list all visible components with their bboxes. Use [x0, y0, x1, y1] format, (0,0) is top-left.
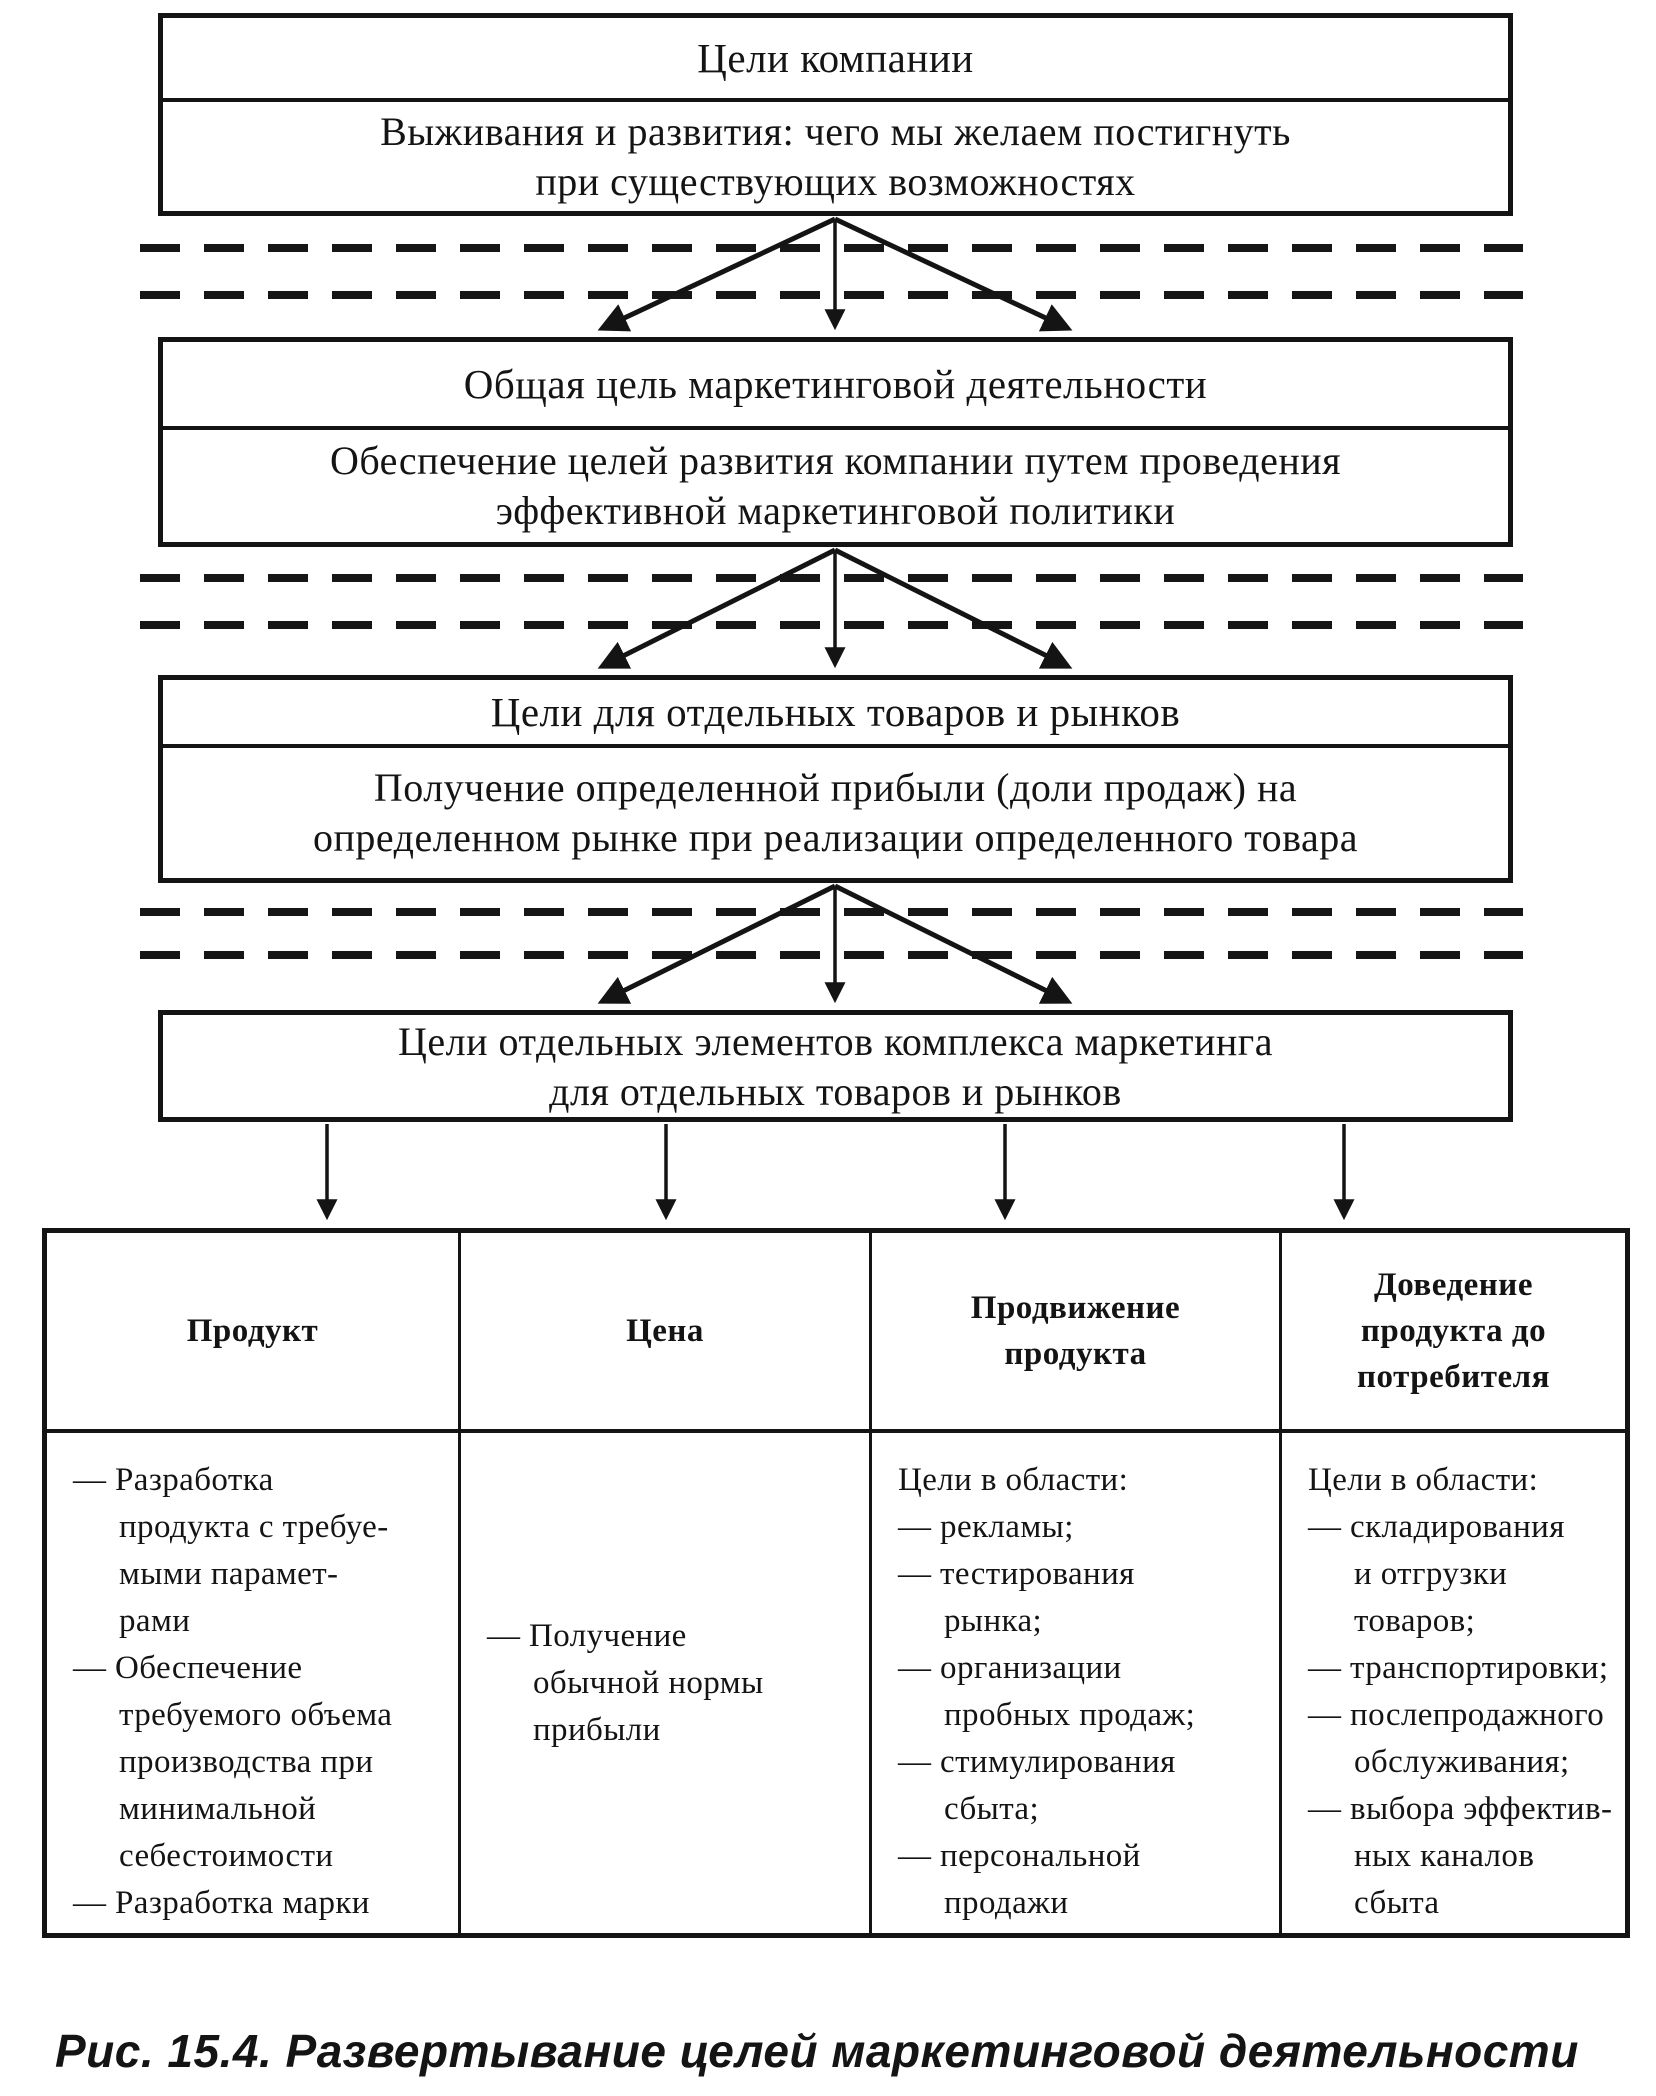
text-line: и отгрузки товаров; — [1354, 1556, 1508, 1639]
text-line: эффективной маркетинговой политики — [495, 488, 1176, 533]
box-company-goals — [158, 13, 1513, 216]
figure-caption: Рис. 15.4. Развертывание целей маркетинговой деятельности — [55, 2025, 1579, 2077]
box-company-goals-description — [163, 102, 1508, 211]
text-line: обслуживания; — [1354, 1744, 1570, 1780]
text-line: — организации — [898, 1650, 1122, 1686]
text-line: — Разработка — [73, 1462, 274, 1498]
text-line: Получение определенной прибыли (доли продаж) на — [373, 765, 1298, 810]
description-lines — [330, 436, 1341, 536]
text-line: — тестирования — [898, 1556, 1135, 1592]
header-text: Цена — [626, 1312, 704, 1349]
box-overall-marketing-goal-description — [163, 430, 1508, 542]
box-company-goals-title — [163, 18, 1508, 102]
cell-promotion-goals — [872, 1433, 1282, 1933]
text-line: — Разработка марки — [73, 1885, 370, 1921]
box-product-market-goals — [158, 675, 1513, 883]
cell-lines — [73, 1457, 450, 1927]
header-text: Доведение продукта до потребителя — [1357, 1266, 1550, 1396]
text-line: — стимулирования — [898, 1744, 1176, 1780]
fan-arrows-level1 — [555, 216, 1115, 337]
box-marketing-mix-goals — [158, 1010, 1513, 1122]
cell-lines — [487, 1613, 861, 1754]
description-lines — [313, 763, 1358, 863]
box-marketing-mix-goals-title — [163, 1015, 1508, 1119]
text-line: Цели в области: — [1308, 1462, 1539, 1498]
box-overall-marketing-goal-title — [163, 342, 1508, 430]
arrow-left — [603, 219, 835, 328]
arrow-left — [603, 550, 835, 666]
cell-lines — [1308, 1457, 1617, 1927]
arrow-right — [835, 886, 1067, 1001]
text-line: требуемого объема — [119, 1697, 393, 1733]
text-line: производства при — [119, 1744, 374, 1780]
text-line: продукта с требуе- — [119, 1509, 389, 1545]
box-product-market-goals-description — [163, 748, 1508, 878]
fan-arrows-level3 — [555, 883, 1115, 1010]
text-line: — транспортировки; — [1308, 1650, 1609, 1686]
text-line: продажи — [944, 1885, 1069, 1921]
text-line: Обеспечение целей развития компании путем проведения — [329, 438, 1342, 483]
text-line: ных каналов сбыта — [1354, 1838, 1535, 1921]
text-line: — послепродажного — [1308, 1697, 1605, 1733]
text-line: Выживания и развития: чего мы желаем постигнуть — [380, 108, 1291, 154]
cell-product-goals — [47, 1433, 461, 1933]
text-line: — выбора эффектив- — [1308, 1791, 1613, 1827]
header-text: Продукт — [186, 1312, 319, 1349]
text-line: прибыли — [533, 1711, 661, 1748]
box-overall-marketing-goal — [158, 337, 1513, 547]
column-header-product — [47, 1233, 461, 1433]
text-line: рынка; — [944, 1603, 1043, 1639]
box-product-market-goals-title — [163, 680, 1508, 748]
header-text: Продвижение продукта — [970, 1289, 1181, 1372]
column-header-price — [461, 1233, 872, 1433]
text-line: мыми парамет- — [119, 1556, 339, 1592]
marketing-mix-table — [42, 1228, 1630, 1938]
text-line: пробных продаж; — [944, 1697, 1196, 1733]
column-header-promotion — [872, 1233, 1282, 1433]
cell-price-goals — [461, 1433, 872, 1933]
arrow-right — [835, 219, 1067, 328]
text-line: обычной нормы — [533, 1664, 764, 1701]
cell-distribution-goals — [1282, 1433, 1625, 1933]
box-title-text: Цели для отдельных товаров и рынков — [490, 689, 1181, 735]
fan-arrows-level2 — [555, 547, 1115, 675]
text-line: — рекламы; — [898, 1509, 1074, 1545]
description-lines — [380, 107, 1291, 207]
box-title-text: Цели компании — [697, 35, 974, 81]
cell-lines — [898, 1457, 1271, 1927]
arrow-left — [603, 886, 835, 1001]
text-line: при существующих возможностях — [535, 158, 1136, 204]
text-line: себестоимости — [119, 1838, 334, 1874]
text-line: сбыта; — [944, 1791, 1040, 1827]
text-line: — Получение — [487, 1617, 687, 1654]
text-line: — персональной — [898, 1838, 1141, 1874]
text-line: определенном рынке при реализации определенного товара — [312, 815, 1359, 860]
title-lines — [398, 1017, 1273, 1117]
text-line: для отдельных товаров и рынков — [549, 1069, 1122, 1114]
down-arrows — [0, 1122, 1656, 1228]
text-line: Цели отдельных элементов комплекса маркетинга — [398, 1019, 1273, 1064]
text-line: Цели в области: — [898, 1462, 1129, 1498]
box-title-text: Общая цель маркетинговой деятельности — [463, 361, 1208, 407]
column-header-distribution — [1282, 1233, 1625, 1433]
text-line: — Обеспечение — [73, 1650, 303, 1686]
text-line: — складирования — [1308, 1509, 1565, 1545]
arrow-right — [835, 550, 1067, 666]
text-line: рами — [119, 1603, 191, 1639]
text-line: минимальной — [119, 1791, 317, 1827]
